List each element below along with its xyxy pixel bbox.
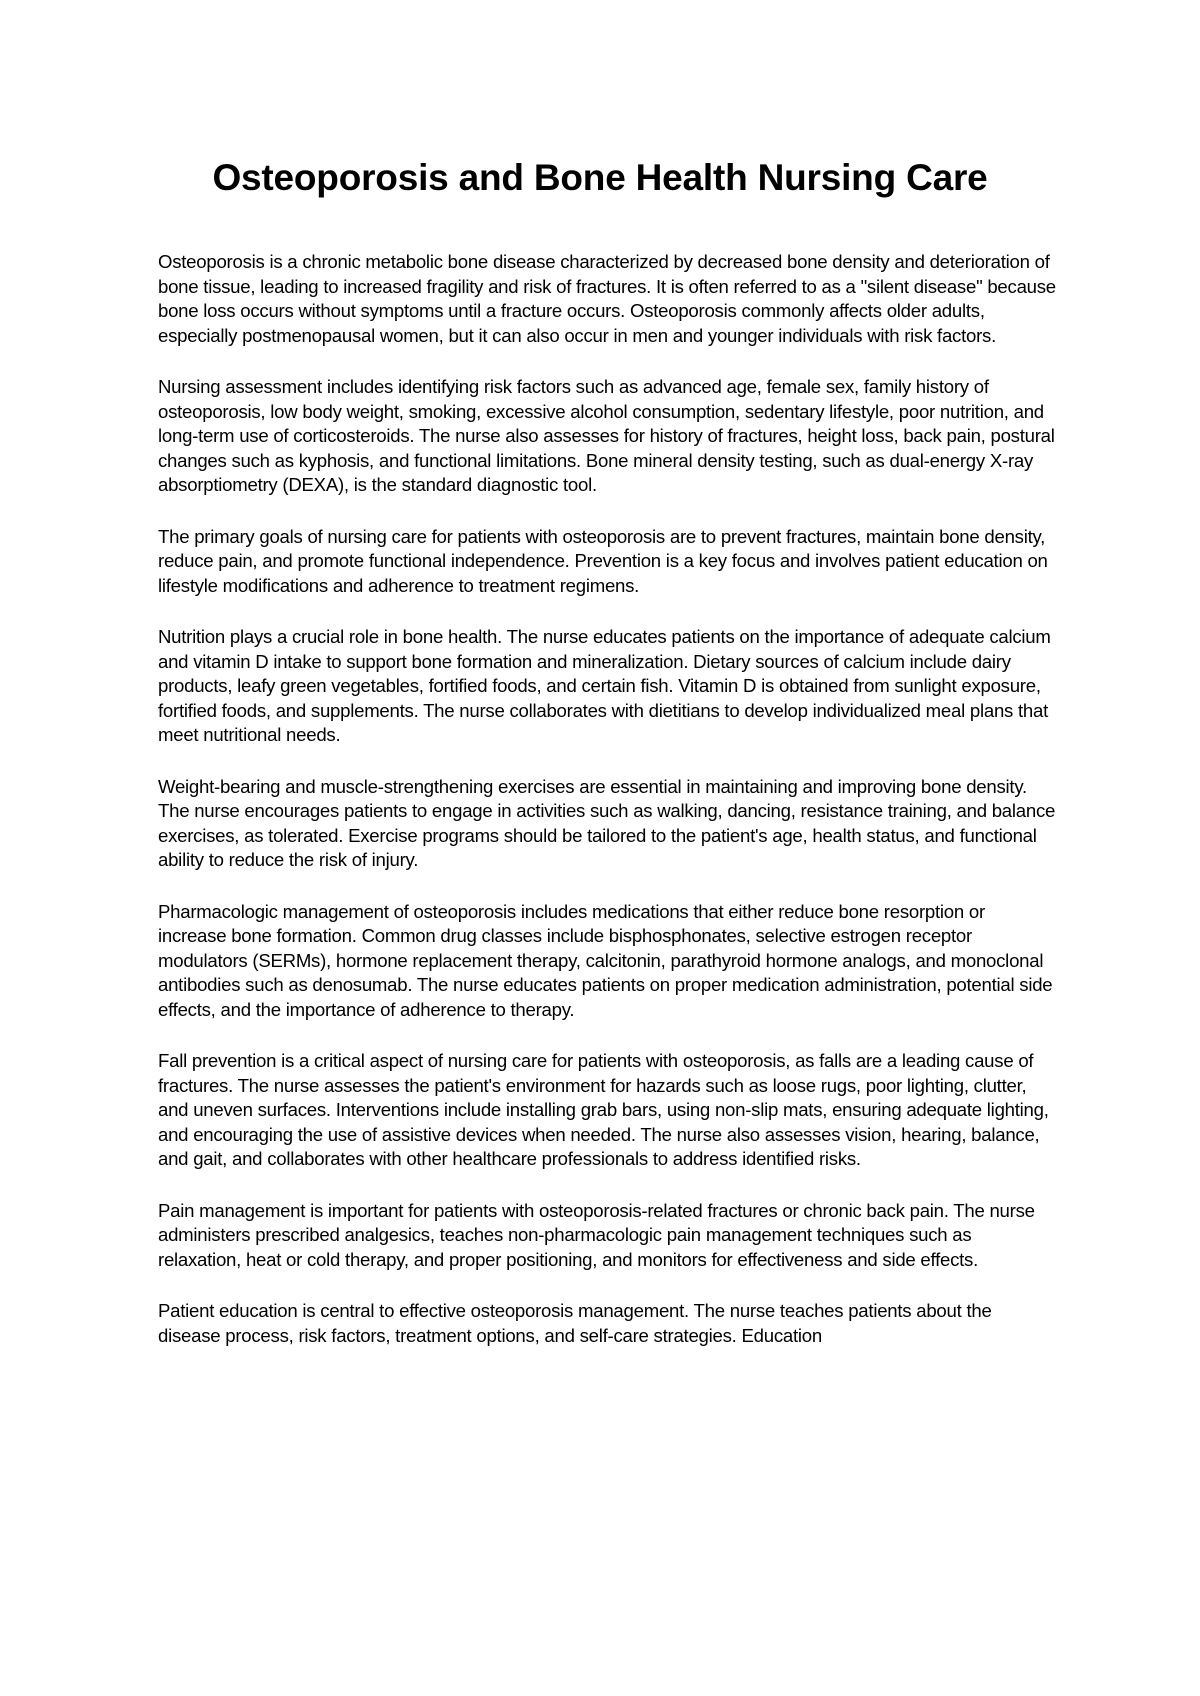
paragraph-pain-management: Pain management is important for patients with osteoporosis-related fractures or chronic back pain. The nurse administers prescribed analgesics, teaches non-pharmacologic pain management techniques such as relaxation, heat or cold therapy, and proper positioning, and monitors for effectiveness and side effects. <box>158 1199 1035 1270</box>
page-title: Osteoporosis and Bone Health Nursing Care <box>212 157 988 198</box>
paragraph-pharmacologic: Pharmacologic management of osteoporosis includes medications that either reduce bone resorption or increase bone formation. Common drug classes include bisphosphonates, selective estrogen receptor modulators (SERMs), hormone replacement therapy, calcitonin, parathyroid hormone analogs, and monoclonal antibodies such as denosumab. The nurse educates patients on proper medication administration, potential side effects, and the importance of adherence to therapy. <box>158 900 1053 1020</box>
paragraph-assessment: Nursing assessment includes identifying risk factors such as advanced age, female sex, family history of osteoporosis, low body weight, smoking, excessive alcohol consumption, sedentary lifestyle, poor nutrition, and long-term use of corticosteroids. The nurse also assesses for history of fractures, height loss, back pain, postural changes such as kyphosis, and functional limitations. Bone mineral density testing, such as dual-energy X-ray absorptiometry (DEXA), is the standard diagnostic tool. <box>158 376 1055 495</box>
paragraph-fall-prevention: Fall prevention is a critical aspect of nursing care for patients with osteoporosis, as falls are a leading cause of fractures. The nurse assesses the patient's environment for hazards such as loose rugs, poor lighting, clutter, and uneven surfaces. Interventions include installing grab bars, using non-slip mats, ensuring adequate lighting, and encouraging the use of assistive devices when needed. The nurse also assesses vision, hearing, balance, and gait, and collaborates with other healthcare professionals to address identified risks. <box>158 1050 1049 1169</box>
paragraph-nutrition: Nutrition plays a crucial role in bone health. The nurse educates patients on the importance of adequate calcium and vitamin D intake to support bone formation and mineralization. Dietary sources of calcium include dairy products, leafy green vegetables, fortified foods, and certain fish. Vitamin D is obtained from sunlight exposure, fortified foods, and supplements. The nurse collaborates with dietitians to develop individualized meal plans that meet nutritional needs. <box>158 626 1051 745</box>
paragraph-overview: Osteoporosis is a chronic metabolic bone disease characterized by decreased bone density and deterioration of bone tissue, leading to increased fragility and risk of fractures. It is often referred to as a "silent disease" because bone loss occurs without symptoms until a fracture occurs. Osteoporosis commonly affects older adults, especially postmenopausal women, but it can also occur in men and younger individuals with risk factors. <box>158 251 1056 346</box>
paragraph-patient-education: Patient education is central to effective osteoporosis management. The nurse teaches patients about the disease process, risk factors, treatment options, and self-care strategies. Education <box>158 1300 992 1346</box>
document-body <box>158 250 1058 1375</box>
paragraph-exercise: Weight-bearing and muscle-strengthening exercises are essential in maintaining and improving bone density. The nurse encourages patients to engage in activities such as walking, dancing, resistance training, and balance exercises, as tolerated. Exercise programs should be tailored to the patient's age, health status, and functional ability to reduce the risk of injury. <box>158 775 1056 870</box>
paragraph-goals: The primary goals of nursing care for patients with osteoporosis are to prevent fractures, maintain bone density, reduce pain, and promote functional independence. Prevention is a key focus and involves patient education on lifestyle modifications and adherence to treatment regimens. <box>158 525 1048 596</box>
